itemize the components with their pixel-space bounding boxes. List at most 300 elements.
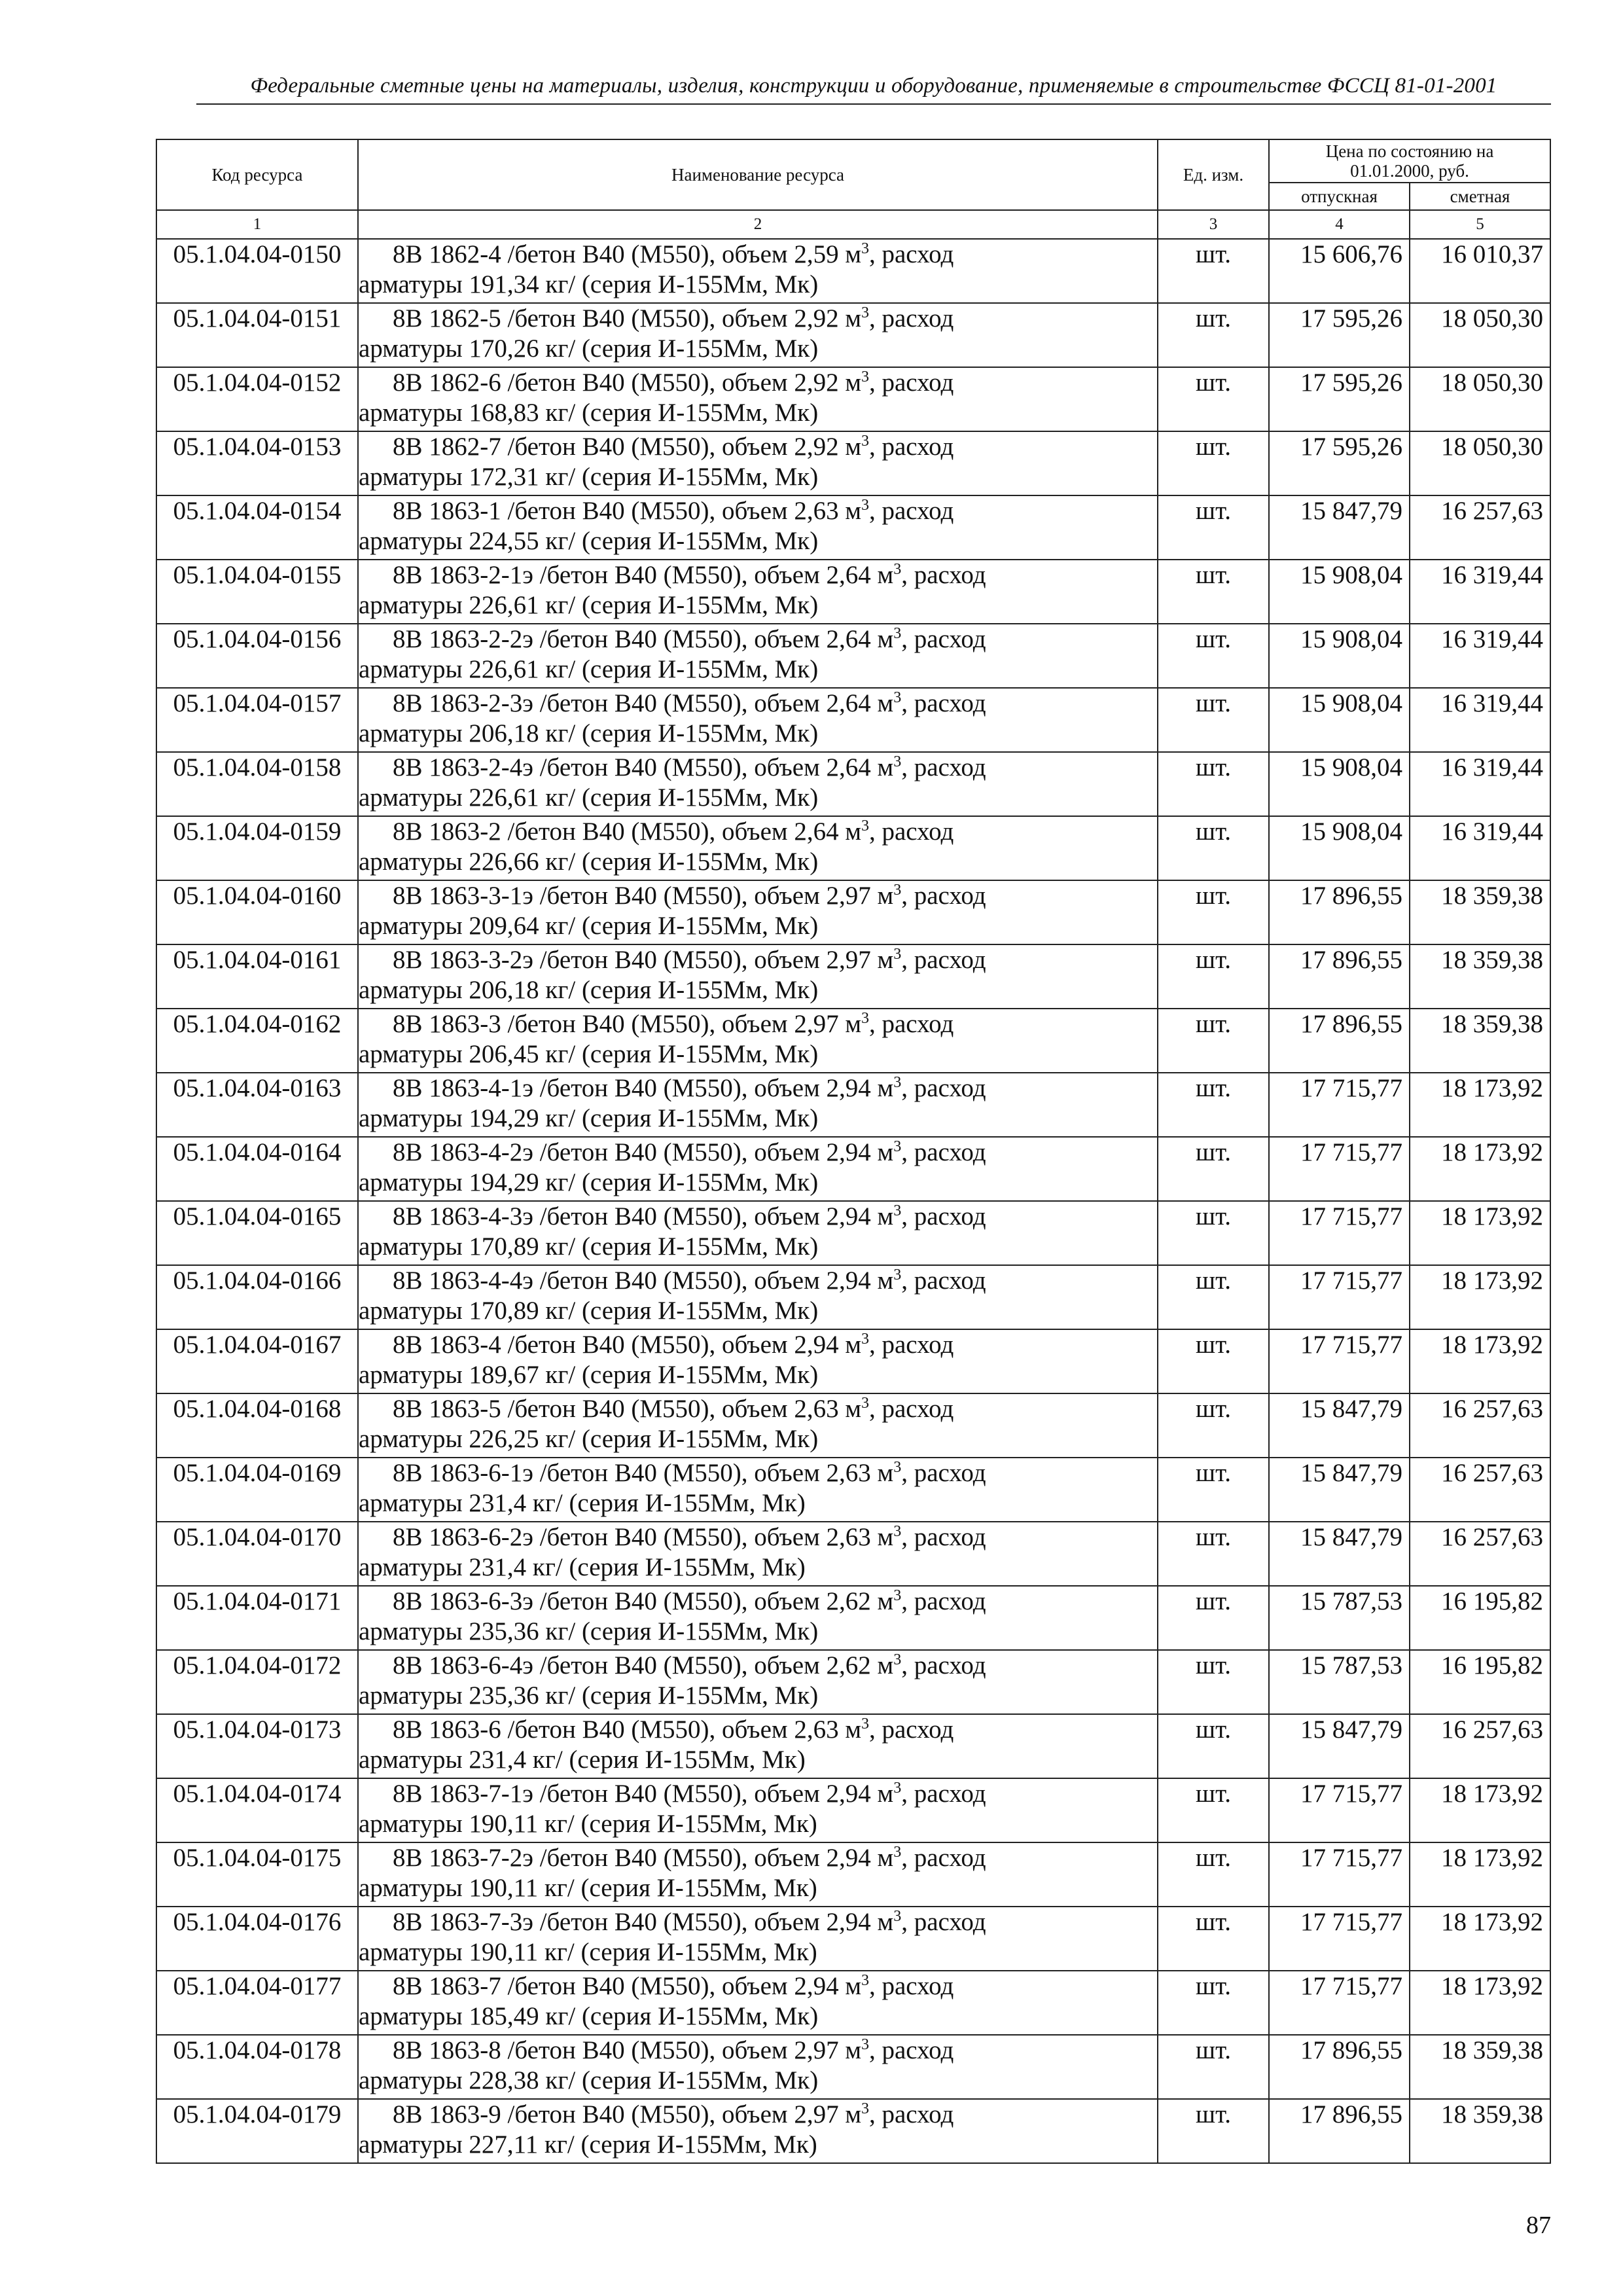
resource-name-tail: , расход [869,240,954,268]
resource-name-tail: , расход [901,1651,986,1679]
table-row [156,1329,1550,1393]
cubic-superscript: 3 [893,1780,902,1797]
resource-name [358,1201,1158,1265]
resource-name-tail: , расход [869,817,954,846]
unit: шт. [1158,431,1269,495]
price-estimate: 16 319,44 [1410,816,1550,880]
resource-name [358,944,1158,1009]
unit: шт. [1158,624,1269,688]
resource-name-line1 [359,2100,1157,2130]
resource-name-text: 8В 1863-2-3э /бетон В40 (М550), объем 2,64 м [393,689,894,717]
price-estimate: 18 050,30 [1410,431,1550,495]
price-estimate: 18 173,92 [1410,1265,1550,1329]
price-release: 17 595,26 [1269,303,1410,367]
cubic-superscript: 3 [861,1331,869,1348]
price-estimate: 16 195,82 [1410,1586,1550,1650]
resource-name-text: 8В 1862-4 /бетон В40 (М550), объем 2,59 м [393,240,861,268]
resource-name-line2: арматуры 226,25 кг/ (серия И-155Мм, Мк) [359,1425,819,1453]
header-code: Код ресурса [156,139,358,210]
unit: шт. [1158,1842,1269,1907]
resource-name-text: 8В 1863-6-3э /бетон В40 (М550), объем 2,62 м [393,1587,894,1615]
column-number: 2 [358,210,1158,239]
price-estimate: 16 319,44 [1410,688,1550,752]
resource-name-text: 8В 1863-4-1э /бетон В40 (М550), объем 2,94 м [393,1074,894,1102]
price-estimate: 16 257,63 [1410,1393,1550,1458]
cubic-superscript: 3 [861,240,869,257]
price-release: 15 908,04 [1269,752,1410,816]
resource-code: 05.1.04.04-0167 [156,1329,358,1393]
resource-name-line1 [359,624,1157,655]
price-estimate: 16 319,44 [1410,624,1550,688]
column-number: 5 [1410,210,1550,239]
unit: шт. [1158,816,1269,880]
price-estimate: 18 173,92 [1410,1971,1550,2035]
resource-code: 05.1.04.04-0154 [156,495,358,560]
resource-name [358,816,1158,880]
cubic-superscript: 3 [893,1266,902,1283]
resource-name-tail: , расход [901,1844,986,1872]
resource-code: 05.1.04.04-0151 [156,303,358,367]
resource-name-tail: , расход [869,1395,954,1423]
resource-name [358,1265,1158,1329]
resource-name-tail: , расход [869,2100,954,2128]
resource-code: 05.1.04.04-0158 [156,752,358,816]
resource-name-text: 8В 1863-7-2э /бетон В40 (М550), объем 2,94 м [393,1844,894,1872]
price-estimate: 18 173,92 [1410,1137,1550,1201]
resource-name-line2: арматуры 226,66 кг/ (серия И-155Мм, Мк) [359,848,819,876]
resource-name-text: 8В 1862-5 /бетон В40 (М550), объем 2,92 м [393,304,861,332]
resource-name-line1 [359,560,1157,590]
table-row [156,495,1550,560]
resource-name-tail: , расход [901,689,986,717]
resource-name-line2: арматуры 235,36 кг/ (серия И-155Мм, Мк) [359,1681,819,1710]
price-estimate: 16 319,44 [1410,560,1550,624]
resource-name-line1 [359,817,1157,847]
header-name: Наименование ресурса [358,139,1158,210]
resource-name-text: 8В 1862-7 /бетон В40 (М550), объем 2,92 м [393,433,861,461]
price-estimate: 18 173,92 [1410,1907,1550,1971]
resource-name-text: 8В 1863-4-2э /бетон В40 (М550), объем 2,94 м [393,1138,894,1166]
resource-name-text: 8В 1863-7-3э /бетон В40 (М550), объем 2,94 м [393,1908,894,1936]
resource-name-line1 [359,689,1157,719]
resource-name-line2: арматуры 170,89 кг/ (серия И-155Мм, Мк) [359,1297,819,1325]
resource-name-line2: арматуры 190,11 кг/ (серия И-155Мм, Мк) [359,1938,817,1966]
resource-name-tail: , расход [869,304,954,332]
resource-name-text: 8В 1863-2-1э /бетон В40 (М550), объем 2,64 м [393,561,894,589]
running-title: Федеральные сметные цены на материалы, изделия, конструкции и оборудование, применяемые в строительстве ФССЦ 81-01-2001 [250,74,1497,98]
resource-name-text: 8В 1862-6 /бетон В40 (М550), объем 2,92 м [393,368,861,397]
cubic-superscript: 3 [893,1908,902,1925]
table-row [156,1393,1550,1458]
resource-name-line2: арматуры 224,55 кг/ (серия И-155Мм, Мк) [359,527,819,555]
price-estimate: 16 195,82 [1410,1650,1550,1714]
resource-name-tail: , расход [901,1908,986,1936]
cubic-superscript: 3 [861,497,869,514]
resource-name-tail: , расход [901,1587,986,1615]
resource-name-tail: , расход [901,1074,986,1102]
header-rule [196,103,1551,105]
price-release: 17 715,77 [1269,1778,1410,1842]
table-row [156,1137,1550,1201]
unit: шт. [1158,2035,1269,2099]
unit: шт. [1158,239,1269,303]
page-number: 87 [1526,2212,1551,2239]
table-row [156,1842,1550,1907]
cubic-superscript: 3 [861,1972,869,1989]
resource-name-line1 [359,753,1157,783]
price-estimate: 16 319,44 [1410,752,1550,816]
price-release: 17 595,26 [1269,431,1410,495]
resource-code: 05.1.04.04-0173 [156,1714,358,1778]
resource-name-text: 8В 1863-3-2э /бетон В40 (М550), объем 2,97 м [393,946,894,974]
table-row [156,1073,1550,1137]
unit: шт. [1158,1073,1269,1137]
resource-name-text: 8В 1863-6-4э /бетон В40 (М550), объем 2,62 м [393,1651,894,1679]
resource-code: 05.1.04.04-0172 [156,1650,358,1714]
price-release: 15 787,53 [1269,1650,1410,1714]
price-estimate: 18 173,92 [1410,1842,1550,1907]
price-release: 17 896,55 [1269,2035,1410,2099]
cubic-superscript: 3 [893,753,902,770]
resource-code: 05.1.04.04-0169 [156,1458,358,1522]
resource-name [358,303,1158,367]
price-release: 15 908,04 [1269,816,1410,880]
price-release: 15 606,76 [1269,239,1410,303]
price-estimate: 18 359,38 [1410,1009,1550,1073]
resource-name-line1 [359,432,1157,462]
table-row [156,1971,1550,2035]
resource-name-tail: , расход [869,433,954,461]
price-table [156,139,1551,2164]
resource-name-tail: , расход [901,1202,986,1230]
header-price-group: Цена по состоянию на 01.01.2000, руб. [1269,139,1550,183]
resource-code: 05.1.04.04-0161 [156,944,358,1009]
cubic-superscript: 3 [861,433,869,450]
resource-name-text: 8В 1863-5 /бетон В40 (М550), объем 2,63 м [393,1395,861,1423]
resource-name-text: 8В 1863-2-2э /бетон В40 (М550), объем 2,64 м [393,625,894,653]
resource-name-tail: , расход [901,625,986,653]
resource-name [358,1778,1158,1842]
resource-name-tail: , расход [901,1780,986,1808]
resource-name-line2: арматуры 190,11 кг/ (серия И-155Мм, Мк) [359,1810,817,1838]
unit: шт. [1158,303,1269,367]
resource-name-line1 [359,240,1157,270]
price-release: 17 715,77 [1269,1265,1410,1329]
table-row [156,1458,1550,1522]
resource-name-line2: арматуры 231,4 кг/ (серия И-155Мм, Мк) [359,1746,806,1774]
cubic-superscript: 3 [893,1844,902,1861]
resource-name-line1 [359,1073,1157,1103]
price-release: 15 908,04 [1269,560,1410,624]
unit: шт. [1158,1458,1269,1522]
resource-name [358,1971,1158,2035]
table-row [156,1265,1550,1329]
cubic-superscript: 3 [893,1587,902,1604]
table-row [156,1907,1550,1971]
resource-name-text: 8В 1863-6 /бетон В40 (М550), объем 2,63 м [393,1715,861,1744]
resource-code: 05.1.04.04-0150 [156,239,358,303]
cubic-superscript: 3 [893,1651,902,1668]
resource-name-line1 [359,1202,1157,1232]
resource-name-text: 8В 1863-3-1э /бетон В40 (М550), объем 2,97 м [393,882,894,910]
unit: шт. [1158,1329,1269,1393]
resource-name-text: 8В 1863-8 /бетон В40 (М550), объем 2,97 м [393,2036,861,2064]
cubic-superscript: 3 [893,1202,902,1219]
resource-code: 05.1.04.04-0164 [156,1137,358,1201]
unit: шт. [1158,1971,1269,2035]
unit: шт. [1158,1265,1269,1329]
resource-name-text: 8В 1863-4 /бетон В40 (М550), объем 2,94 м [393,1331,861,1359]
price-estimate: 18 173,92 [1410,1329,1550,1393]
table-row [156,431,1550,495]
unit: шт. [1158,880,1269,944]
price-estimate: 18 173,92 [1410,1201,1550,1265]
unit: шт. [1158,367,1269,431]
table-body [156,239,1550,2163]
resource-name [358,1522,1158,1586]
table-row [156,2099,1550,2163]
resource-name-line1 [359,1971,1157,2001]
resource-name [358,367,1158,431]
resource-code: 05.1.04.04-0166 [156,1265,358,1329]
price-release: 17 896,55 [1269,944,1410,1009]
resource-name-line2: арматуры 194,29 кг/ (серия И-155Мм, Мк) [359,1104,819,1132]
resource-name-line2: арматуры 231,4 кг/ (серия И-155Мм, Мк) [359,1489,806,1517]
resource-name-tail: , расход [869,497,954,525]
resource-name-line2: арматуры 206,18 кг/ (серия И-155Мм, Мк) [359,976,819,1004]
resource-name-line2: арматуры 191,34 кг/ (серия И-155Мм, Мк) [359,270,819,298]
unit: шт. [1158,688,1269,752]
resource-name-tail: , расход [869,1972,954,2000]
resource-name-tail: , расход [901,753,986,781]
price-estimate: 16 257,63 [1410,1714,1550,1778]
column-number: 3 [1158,210,1269,239]
resource-name-line1 [359,304,1157,334]
resource-name-line1 [359,1458,1157,1488]
resource-name-tail: , расход [869,1331,954,1359]
resource-code: 05.1.04.04-0165 [156,1201,358,1265]
price-estimate: 18 050,30 [1410,303,1550,367]
price-release: 17 715,77 [1269,1137,1410,1201]
resource-name-text: 8В 1863-7 /бетон В40 (М550), объем 2,94 м [393,1972,861,2000]
resource-code: 05.1.04.04-0179 [156,2099,358,2163]
resource-name-line2: арматуры 189,67 кг/ (серия И-155Мм, Мк) [359,1361,819,1389]
resource-code: 05.1.04.04-0162 [156,1009,358,1073]
price-release: 15 847,79 [1269,495,1410,560]
price-estimate: 18 050,30 [1410,367,1550,431]
cubic-superscript: 3 [861,368,869,386]
resource-name-line2: арматуры 190,11 кг/ (серия И-155Мм, Мк) [359,1874,817,1902]
resource-name-text: 8В 1863-4-4э /бетон В40 (М550), объем 2,94 м [393,1266,894,1295]
unit: шт. [1158,1714,1269,1778]
price-estimate: 18 173,92 [1410,1073,1550,1137]
unit: шт. [1158,1393,1269,1458]
resource-name [358,624,1158,688]
unit: шт. [1158,2099,1269,2163]
table-row [156,1009,1550,1073]
resource-name-tail: , расход [869,1715,954,1744]
resource-name-line2: арматуры 185,49 кг/ (серия И-155Мм, Мк) [359,2002,819,2030]
unit: шт. [1158,1522,1269,1586]
resource-name-text: 8В 1863-1 /бетон В40 (М550), объем 2,63 м [393,497,861,525]
resource-name-line2: арматуры 235,36 кг/ (серия И-155Мм, Мк) [359,1617,819,1645]
table-row [156,303,1550,367]
header-price-release: отпускная [1269,183,1410,210]
cubic-superscript: 3 [861,1715,869,1732]
header-price-estimate: сметная [1410,183,1550,210]
resource-name-line2: арматуры 206,18 кг/ (серия И-155Мм, Мк) [359,719,819,747]
resource-name [358,688,1158,752]
cubic-superscript: 3 [861,817,869,834]
table-row [156,1522,1550,1586]
cubic-superscript: 3 [893,882,902,899]
cubic-superscript: 3 [893,689,902,706]
resource-name-tail: , расход [869,368,954,397]
resource-name-text: 8В 1863-6-2э /бетон В40 (М550), объем 2,63 м [393,1523,894,1551]
resource-name-line1 [359,1651,1157,1681]
table-row [156,1714,1550,1778]
resource-code: 05.1.04.04-0171 [156,1586,358,1650]
resource-name-tail: , расход [901,1138,986,1166]
column-number: 1 [156,210,358,239]
cubic-superscript: 3 [893,625,902,642]
price-release: 15 787,53 [1269,1586,1410,1650]
resource-name-line1 [359,368,1157,398]
resource-name-tail: , расход [901,1459,986,1487]
price-release: 17 896,55 [1269,2099,1410,2163]
resource-name [358,1137,1158,1201]
resource-name-line1 [359,2036,1157,2066]
table-row [156,624,1550,688]
unit: шт. [1158,1650,1269,1714]
resource-name-text: 8В 1863-6-1э /бетон В40 (М550), объем 2,63 м [393,1459,894,1487]
cubic-superscript: 3 [861,1395,869,1412]
resource-name-text: 8В 1863-2 /бетон В40 (М550), объем 2,64 м [393,817,861,846]
price-release: 17 715,77 [1269,1073,1410,1137]
resource-name [358,2035,1158,2099]
price-estimate: 16 257,63 [1410,1522,1550,1586]
resource-name-line1 [359,1715,1157,1745]
resource-name-tail: , расход [901,882,986,910]
cubic-superscript: 3 [893,946,902,963]
resource-code: 05.1.04.04-0152 [156,367,358,431]
resource-code: 05.1.04.04-0163 [156,1073,358,1137]
price-release: 15 847,79 [1269,1714,1410,1778]
resource-code: 05.1.04.04-0175 [156,1842,358,1907]
table-row [156,752,1550,816]
cubic-superscript: 3 [893,1138,902,1155]
resource-name [358,1009,1158,1073]
cubic-superscript: 3 [893,561,902,578]
resource-name-text: 8В 1863-2-4э /бетон В40 (М550), объем 2,64 м [393,753,894,781]
cubic-superscript: 3 [893,1459,902,1476]
price-release: 15 908,04 [1269,688,1410,752]
cubic-superscript: 3 [861,2100,869,2117]
cubic-superscript: 3 [893,1523,902,1540]
price-release: 15 908,04 [1269,624,1410,688]
price-release: 17 715,77 [1269,1971,1410,2035]
cubic-superscript: 3 [861,2036,869,2053]
price-release: 17 715,77 [1269,1842,1410,1907]
unit: шт. [1158,944,1269,1009]
resource-code: 05.1.04.04-0156 [156,624,358,688]
cubic-superscript: 3 [893,1074,902,1091]
resource-name-line1 [359,1843,1157,1873]
resource-name-text: 8В 1863-4-3э /бетон В40 (М550), объем 2,94 м [393,1202,894,1230]
price-estimate: 16 010,37 [1410,239,1550,303]
unit: шт. [1158,752,1269,816]
resource-code: 05.1.04.04-0177 [156,1971,358,2035]
unit: шт. [1158,1137,1269,1201]
price-release: 15 847,79 [1269,1458,1410,1522]
unit: шт. [1158,560,1269,624]
resource-name [358,2099,1158,2163]
resource-name-tail: , расход [901,946,986,974]
resource-name [358,1073,1158,1137]
resource-code: 05.1.04.04-0153 [156,431,358,495]
table-row [156,239,1550,303]
resource-name-tail: , расход [901,561,986,589]
resource-name [358,560,1158,624]
resource-name-line2: арматуры 227,11 кг/ (серия И-155Мм, Мк) [359,2130,817,2159]
resource-name-line2: арматуры 231,4 кг/ (серия И-155Мм, Мк) [359,1553,806,1581]
resource-name-text: 8В 1863-7-1э /бетон В40 (М550), объем 2,94 м [393,1780,894,1808]
cubic-superscript: 3 [861,304,869,321]
resource-name-line1 [359,1907,1157,1937]
unit: шт. [1158,1907,1269,1971]
resource-name [358,1458,1158,1522]
price-estimate: 18 359,38 [1410,2035,1550,2099]
table-row [156,688,1550,752]
resource-name-line2: арматуры 226,61 кг/ (серия И-155Мм, Мк) [359,783,819,812]
table-row [156,1201,1550,1265]
resource-name-line2: арматуры 170,26 кг/ (серия И-155Мм, Мк) [359,334,819,363]
resource-code: 05.1.04.04-0170 [156,1522,358,1586]
table-row [156,1650,1550,1714]
resource-name [358,495,1158,560]
table-row [156,1586,1550,1650]
cubic-superscript: 3 [861,1010,869,1027]
resource-name-line1 [359,1009,1157,1039]
resource-name-line2: арматуры 172,31 кг/ (серия И-155Мм, Мк) [359,463,819,491]
price-release: 17 715,77 [1269,1329,1410,1393]
table-row [156,816,1550,880]
resource-name-line2: арматуры 226,61 кг/ (серия И-155Мм, Мк) [359,655,819,683]
resource-name [358,880,1158,944]
price-release: 17 715,77 [1269,1201,1410,1265]
resource-code: 05.1.04.04-0155 [156,560,358,624]
resource-name-line2: арматуры 228,38 кг/ (серия И-155Мм, Мк) [359,2066,819,2094]
price-estimate: 16 257,63 [1410,1458,1550,1522]
resource-name-line2: арматуры 194,29 кг/ (серия И-155Мм, Мк) [359,1168,819,1196]
price-release: 15 847,79 [1269,1393,1410,1458]
resource-code: 05.1.04.04-0157 [156,688,358,752]
unit: шт. [1158,1586,1269,1650]
unit: шт. [1158,1778,1269,1842]
table-row [156,560,1550,624]
resource-name-tail: , расход [901,1523,986,1551]
resource-name [358,1650,1158,1714]
price-release: 17 896,55 [1269,1009,1410,1073]
resource-name-line1 [359,881,1157,911]
resource-name-line2: арматуры 209,64 кг/ (серия И-155Мм, Мк) [359,912,819,940]
resource-name-line2: арматуры 226,61 кг/ (серия И-155Мм, Мк) [359,591,819,619]
resource-name-tail: , расход [869,1010,954,1038]
price-release: 17 595,26 [1269,367,1410,431]
resource-name-line1 [359,945,1157,975]
table-row [156,367,1550,431]
price-estimate: 18 173,92 [1410,1778,1550,1842]
